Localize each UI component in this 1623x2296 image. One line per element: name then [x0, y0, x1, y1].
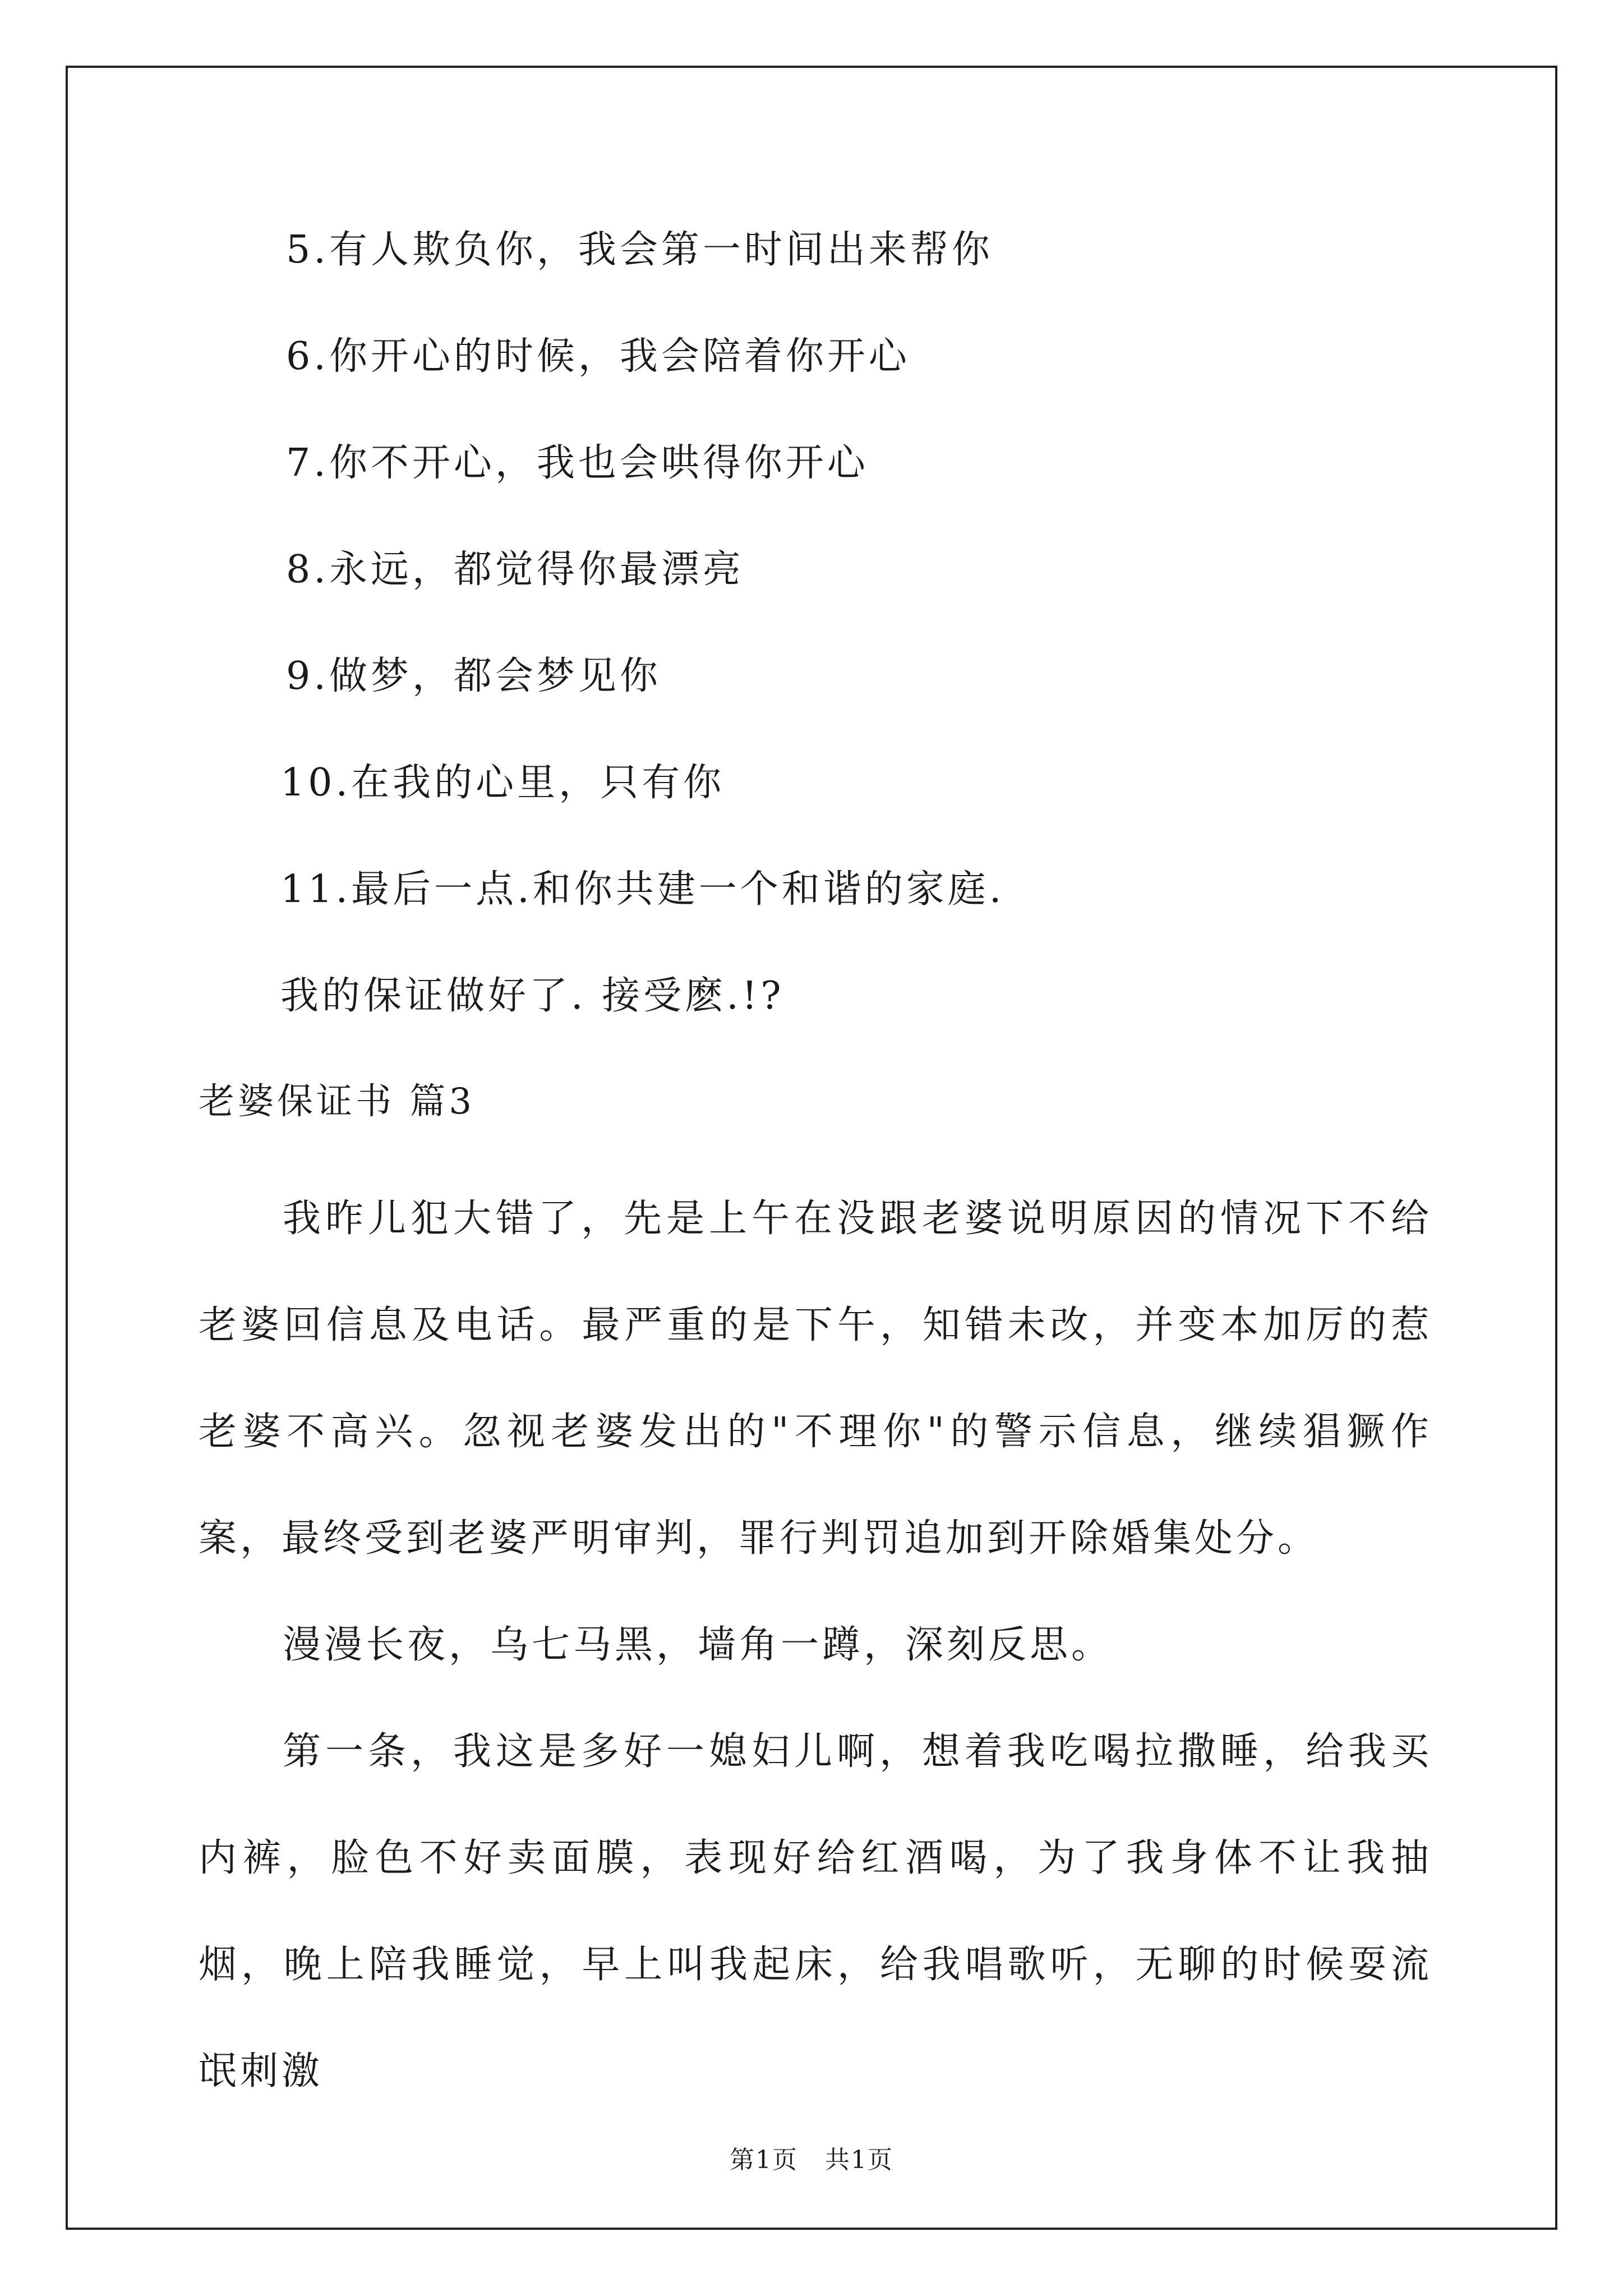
paragraph: 漫漫长夜，乌七马黑，墙角一蹲，深刻反思。 — [283, 1623, 1113, 1667]
paragraph: 第一条，我这是多好一媳妇儿啊，想着我吃喝拉撒睡，给我买内裤，脸色不好卖面膜，表现好给红酒喝，为了我身体不让我抽烟，晚上陪我睡觉，早上叫我起床，给我唱歌听，无聊的时候耍流氓刺激 — [199, 1729, 1432, 2093]
list-item: 8.永远，都觉得你最漂亮 — [286, 547, 744, 592]
list-item: 7.你不开心，我也会哄得你开心 — [286, 441, 869, 485]
closing-line: 我的保证做好了. 接受麽.!? — [280, 974, 785, 1018]
list-item: 11.最后一点.和你共建一个和谐的家庭. — [280, 867, 1005, 912]
section-heading: 老婆保证书 篇3 — [199, 1081, 476, 1122]
list-item: 9.做梦，都会梦见你 — [286, 654, 661, 698]
list-item: 6.你开心的时候，我会陪着你开心 — [286, 334, 910, 379]
paragraph: 我昨儿犯大错了，先是上午在没跟老婆说明原因的情况下不给老婆回信息及电话。最严重的是下午，知错未改，并变本加厉的惹老婆不高兴。忽视老婆发出的"不理你"的警示信息，继续猖獗作案，最终受到老婆严明审判，罪行判罚追加到开除婚集处分。 — [199, 1197, 1432, 1561]
list-item: 5.有人欺负你，我会第一时间出来帮你 — [286, 228, 993, 272]
list-item: 10.在我的心里，只有你 — [280, 761, 725, 805]
page-footer: 第1页 共1页 — [730, 2146, 893, 2174]
